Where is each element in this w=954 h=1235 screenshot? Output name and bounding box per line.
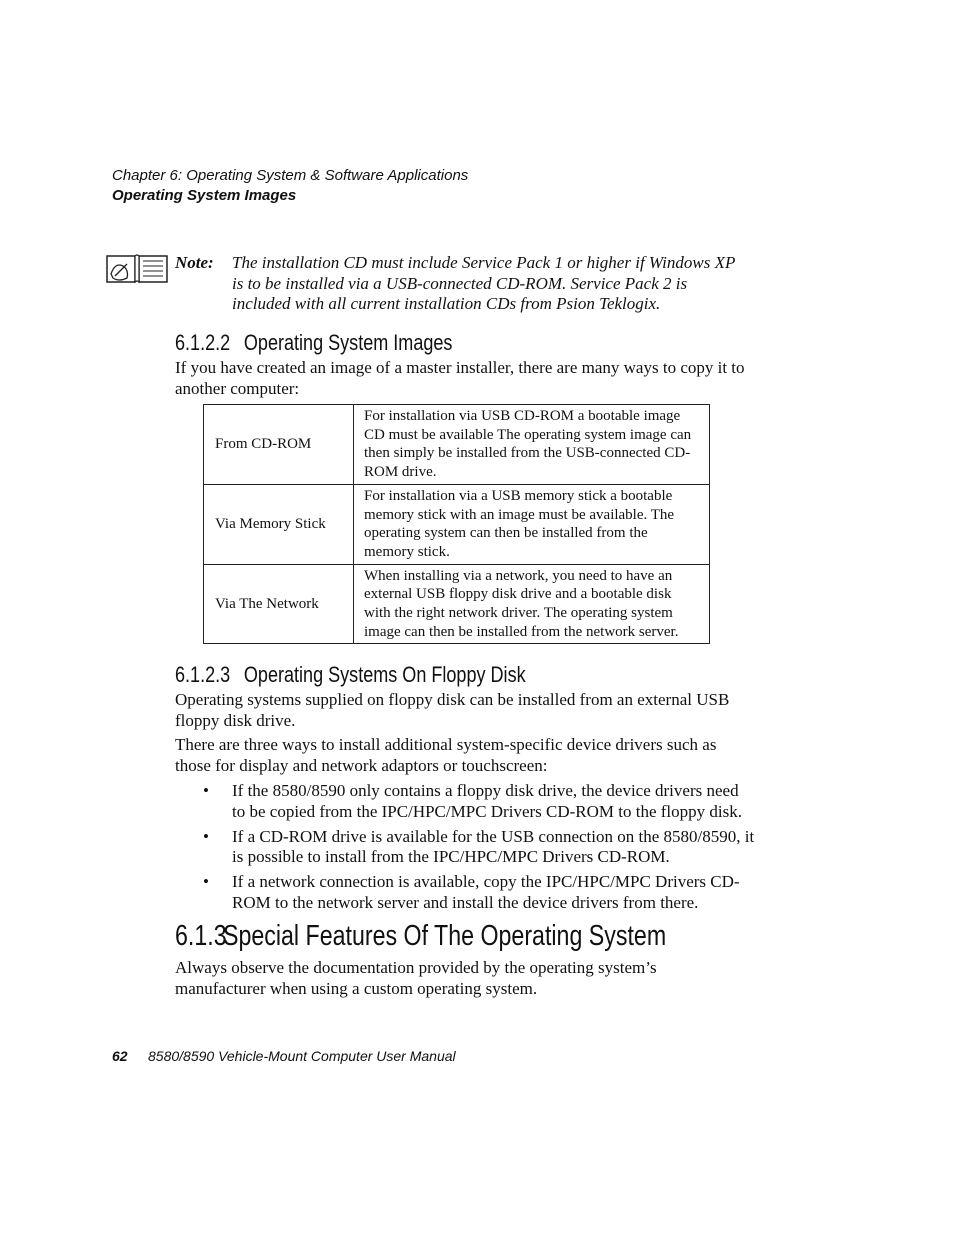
special-features-paragraph: Always observe the documentation provided by the operating system’s manufacturer when using a custom operating system. <box>175 958 657 998</box>
driver-install-list <box>175 781 755 918</box>
page-number: 62 <box>112 1048 128 1064</box>
bullet-icon: • <box>203 781 209 800</box>
table-cell-description: When installing via a network, you need to have an external USB floppy disk drive and a bootable disk with the right network driver. The operating system image can then be installed from the network server. <box>354 564 710 644</box>
install-methods-table <box>203 404 710 644</box>
heading-6-1-3 <box>175 920 666 953</box>
table-cell-method: Via The Network <box>204 564 354 644</box>
heading-title: Special Features Of The Operating System <box>223 920 667 952</box>
table-row <box>204 484 710 564</box>
list-item <box>175 781 755 822</box>
heading-number: 6.1.2.2 <box>175 330 231 355</box>
page-footer <box>112 1048 456 1064</box>
heading-title: Operating System Images <box>243 330 453 355</box>
intro-paragraph: If you have created an image of a master installer, there are many ways to copy it to another computer: <box>175 358 745 398</box>
bullet-icon: • <box>203 872 209 891</box>
table-cell-description: For installation via USB CD-ROM a bootable image CD must be available The operating system image can then simply be installed from the USB-connected CD-ROM drive. <box>354 405 710 485</box>
table-cell-method: From CD-ROM <box>204 405 354 485</box>
chapter-title: Chapter 6: Operating System & Software Applications <box>112 167 469 184</box>
heading-6-1-2-3 <box>175 662 603 688</box>
list-item-text: If the 8580/8590 only contains a floppy disk drive, the device drivers need to be copied from the IPC/HPC/MPC Drivers CD-ROM to the floppy disk. <box>232 781 742 821</box>
list-item <box>175 827 755 868</box>
heading-number: 6.1.2.3 <box>175 662 231 687</box>
list-item-text: If a CD-ROM drive is available for the USB connection on the 8580/8590, it is possible to install from the IPC/HPC/MPC Drivers CD-ROM. <box>232 826 755 866</box>
bullet-icon: • <box>203 826 209 846</box>
table-row <box>204 405 710 485</box>
open-book-note-icon <box>105 252 169 284</box>
heading-number: 6.1.3 <box>175 920 227 952</box>
manual-title: 8580/8590 Vehicle-Mount Computer User Manual <box>148 1048 456 1064</box>
floppy-paragraph-2: There are three ways to install additional system-specific device drivers such as those for display and network adaptors or touchscreen: <box>175 735 717 775</box>
list-item-text: If a network connection is available, copy the IPC/HPC/MPC Drivers CD-ROM to the network server and install the device drivers from there. <box>232 872 740 912</box>
section-title: Operating System Images <box>112 187 297 204</box>
heading-title: Operating Systems On Floppy Disk <box>243 662 526 687</box>
list-item <box>175 872 755 913</box>
table-row <box>204 564 710 644</box>
running-head <box>112 166 468 206</box>
table-cell-description: For installation via a USB memory stick a bootable memory stick with an image must be available. The operating system can then be installed from the memory stick. <box>354 484 710 564</box>
note-label: Note: <box>175 253 214 272</box>
floppy-paragraph-1: Operating systems supplied on floppy disk can be installed from an external USB floppy disk drive. <box>175 690 730 730</box>
table-cell-method: Via Memory Stick <box>204 484 354 564</box>
note-text: The installation CD must include Service Pack 1 or higher if Windows XP is to be installed via a USB-connected CD-ROM. Service Pack 2 is included with all current installation CDs from Psion Teklogix. <box>232 253 736 313</box>
heading-6-1-2-2 <box>175 330 513 356</box>
